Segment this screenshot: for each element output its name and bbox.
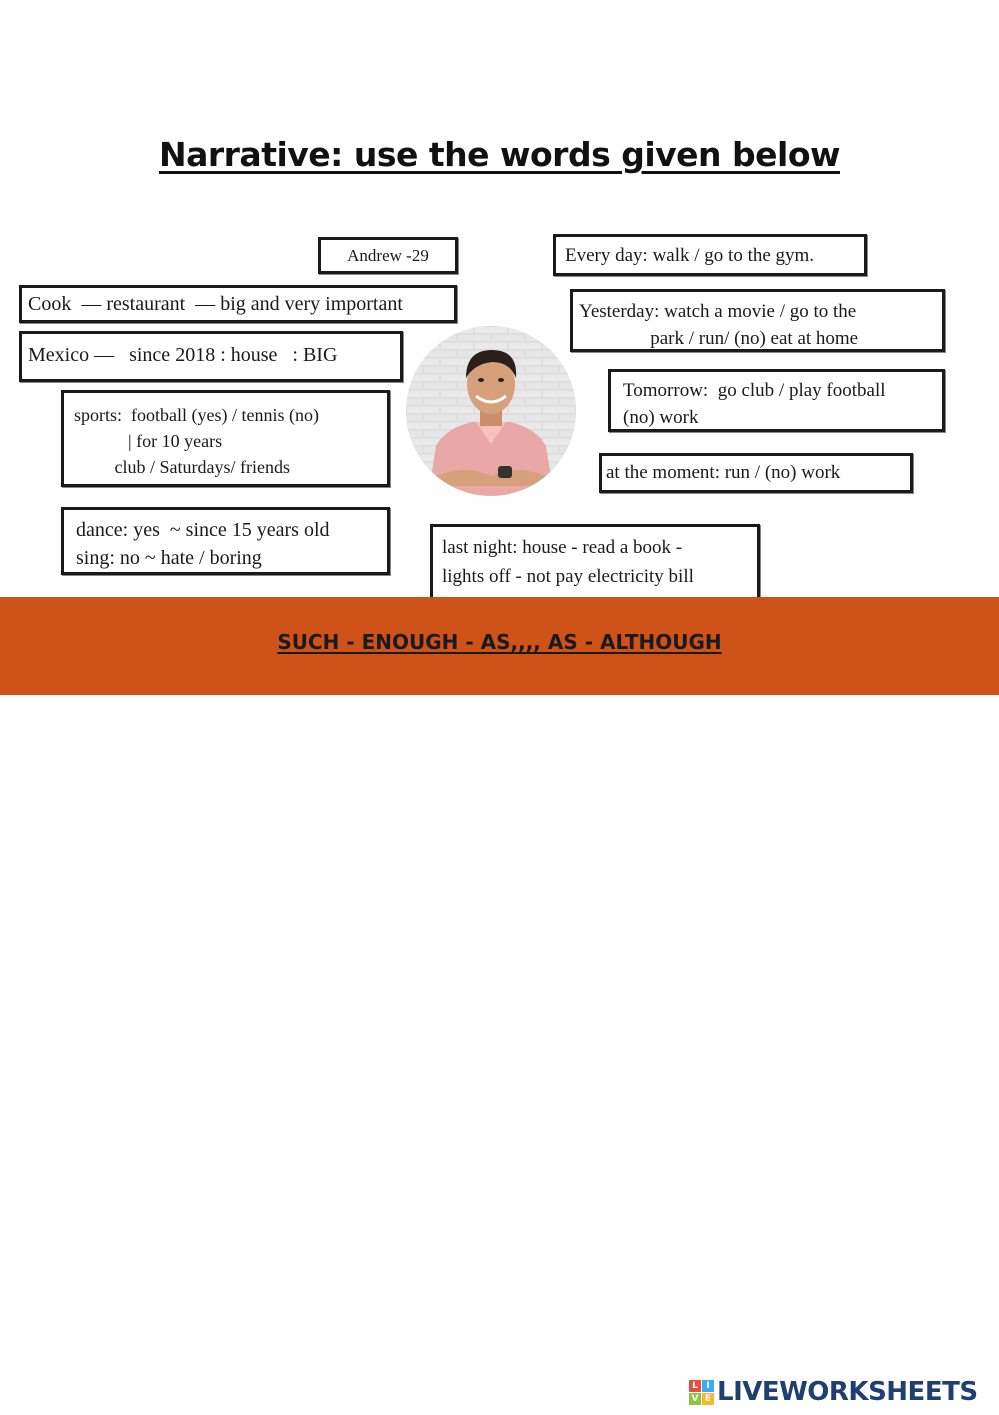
- logo-mark-letter: E: [702, 1393, 714, 1405]
- clue-job: [19, 285, 457, 323]
- clue-line: sports: football (yes) / tennis (no): [74, 405, 319, 425]
- keyword-list: SUCH - ENOUGH - AS,,,, AS - ALTHOUGH: [277, 630, 722, 654]
- clue-line: sing: no ~ hate / boring: [76, 547, 262, 569]
- liveworksheets-logo: [689, 1376, 978, 1408]
- clue-line: Tomorrow: go club / play football: [623, 380, 886, 401]
- clue-yesterday: [570, 289, 945, 352]
- man-portrait-icon: [406, 326, 576, 496]
- logo-mark-icon: [689, 1380, 714, 1405]
- clue-line: | for 10 years: [74, 431, 223, 451]
- clue-last-night: [430, 524, 760, 598]
- clue-line: Yesterday: watch a movie / go to the: [579, 301, 857, 322]
- clue-line: last night: house - read a book -: [442, 537, 683, 558]
- clue-tomorrow: [608, 369, 945, 432]
- clue-line: park / run/ (no) eat at home: [579, 328, 859, 349]
- clue-at-the-moment: [599, 453, 913, 493]
- clue-line: dance: yes ~ since 15 years old: [76, 519, 330, 541]
- logo-mark-letter: I: [702, 1380, 714, 1392]
- clue-home: [19, 331, 403, 382]
- clue-name: [318, 237, 458, 274]
- worksheet-title: Narrative: use the words given below: [159, 135, 840, 174]
- clue-line: (no) work: [623, 407, 699, 428]
- clue-sports: [61, 390, 390, 487]
- clue-line: at the moment: run / (no) work: [606, 462, 841, 483]
- clue-line: Cook — restaurant — big and very important: [28, 293, 403, 315]
- logo-mark-letter: V: [689, 1393, 701, 1405]
- clue-line: club / Saturdays/ friends: [74, 457, 290, 477]
- clue-line: Mexico — since 2018 : house : BIG: [28, 344, 338, 366]
- logo-text: LIVEWORKSHEETS: [717, 1377, 978, 1407]
- clue-line: Andrew -29: [347, 246, 429, 265]
- clue-line: lights off - not pay electricity bill: [442, 566, 694, 587]
- logo-mark-letter: L: [689, 1380, 701, 1392]
- clue-every-day: [553, 234, 867, 276]
- clue-dance: [61, 507, 390, 575]
- clue-line: Every day: walk / go to the gym.: [565, 245, 815, 266]
- profile-photo: [406, 326, 576, 496]
